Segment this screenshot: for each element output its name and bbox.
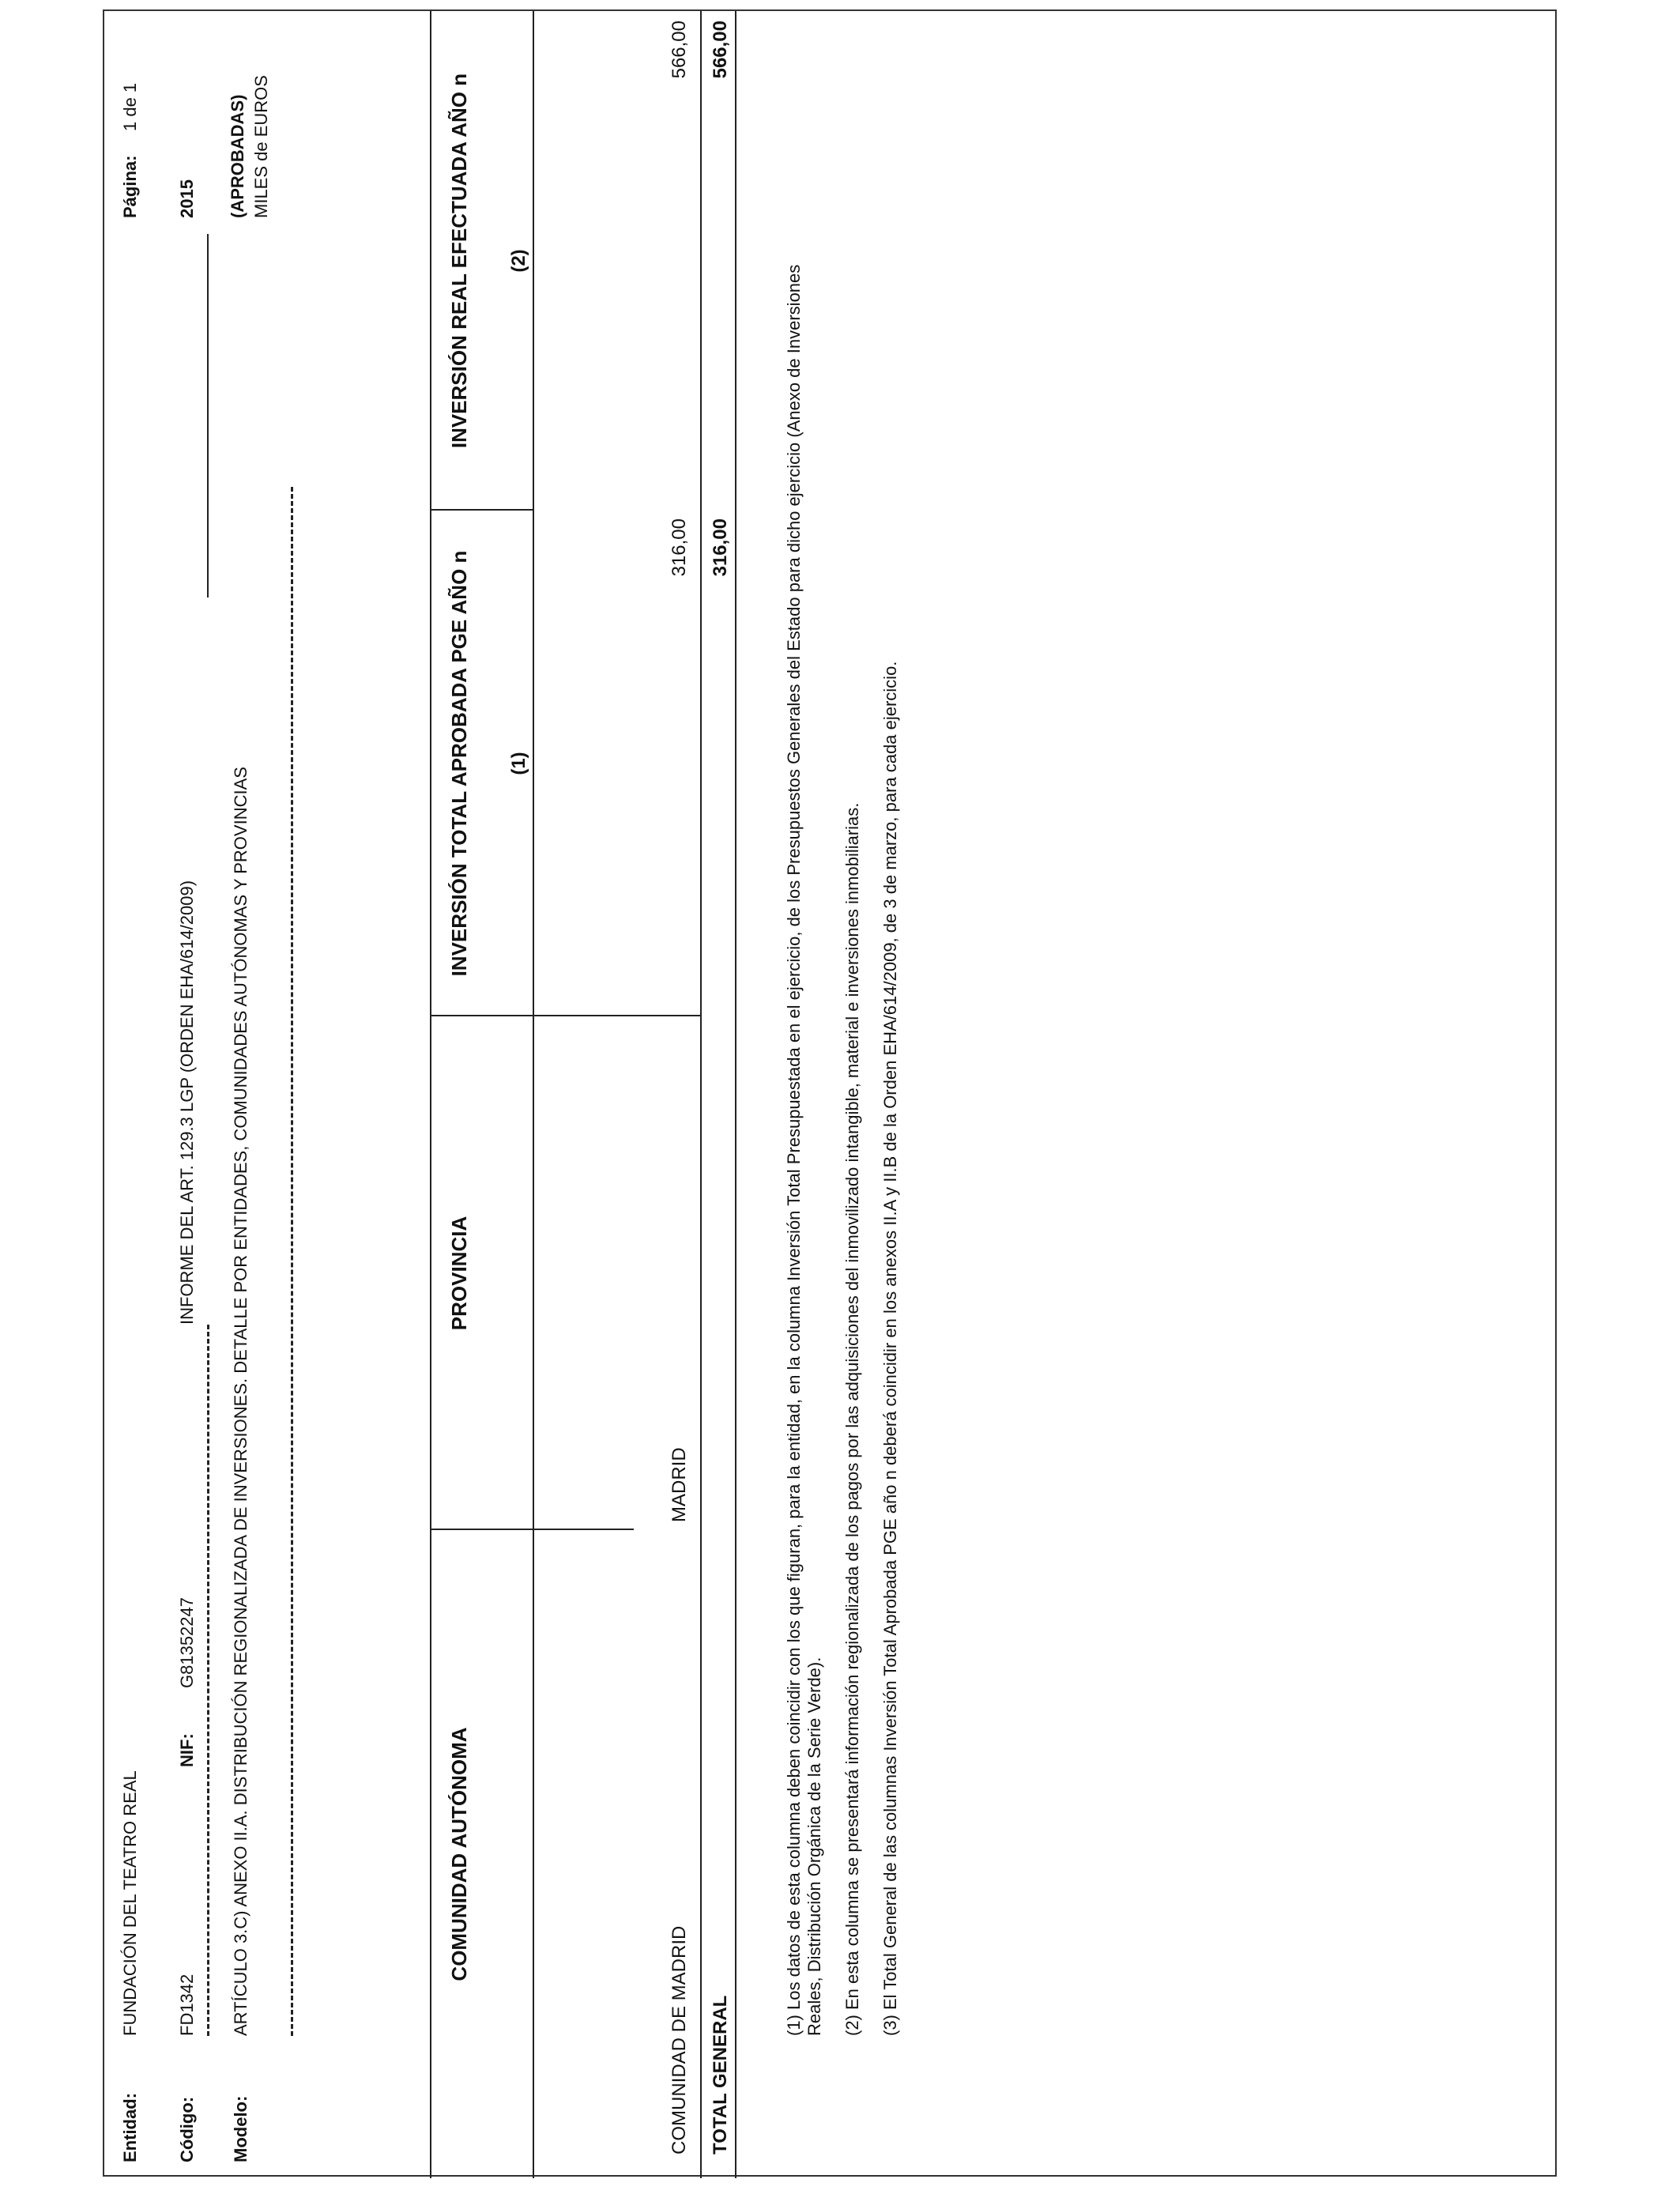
entidad-label: Entidad: <box>120 2093 140 2162</box>
col-header-comunidad: COMUNIDAD AUTÓNOMA <box>447 1727 471 1981</box>
col-header-inversion-total: INVERSIÓN TOTAL APROBADA PGE AÑO n (1) <box>447 550 529 977</box>
aprobadas-label: (APROBADAS) <box>228 94 247 218</box>
total-label: TOTAL GENERAL <box>710 1995 731 2154</box>
inversiones-table <box>430 11 736 2178</box>
dashed-rule-modelo <box>291 487 293 2036</box>
col-header-provincia: PROVINCIA <box>447 1216 471 1331</box>
row-inversion-real: 566,00 <box>669 21 690 79</box>
modelo-value: ARTÍCULO 3.C) ANEXO II.A. DISTRIBUCIÓN REGIONALIZADA DE INVERSIONES. DETALLE POR ENTIDADES, COMUNIDADES AUTÓNOMAS Y PROVINCIAS <box>231 767 250 2036</box>
col-header-inversion-real: INVERSIÓN REAL EFECTUADA AÑO n (2) <box>447 73 529 449</box>
page-frame <box>103 9 1557 2177</box>
total-inversion-total: 316,00 <box>710 518 731 577</box>
footnote-1: (1) Los datos de esta columna deben coincidir con los que figuran, para la entidad, en la columna Inversión Total Presupuestada en el ejercicio, de los Presupuestos Generales del Estado para dicho ejercicio (Anexo de Inversiones Reales, Distribución Orgánica de la Serie Verde). <box>784 264 824 2036</box>
footnote-2: (2) En esta columna se presentará información regionalizada de los pagos por las adquisiciones del inmovilizado intangible, material e inversiones inmobiliarias. <box>842 802 862 2036</box>
col-divider-2 <box>431 1015 700 1016</box>
codigo-value: FD1342 <box>177 1973 197 2036</box>
codigo-label: Código: <box>177 2096 197 2162</box>
nif-value: G81352247 <box>177 1597 197 1688</box>
row-comunidad: COMUNIDAD DE MADRID <box>669 1925 690 2154</box>
col-divider-3 <box>431 509 533 511</box>
pagina-label: Página: <box>120 155 140 218</box>
footnotes <box>784 218 918 2036</box>
solid-rule-header <box>207 234 209 598</box>
header-rule <box>533 11 534 2178</box>
total-rule <box>700 11 702 2178</box>
year-value: 2015 <box>177 179 197 218</box>
row-inversion-total: 316,00 <box>669 518 690 577</box>
entidad-value: FUNDACIÓN DEL TEATRO REAL <box>120 1770 140 2036</box>
footnote-3: (3) El Total General de las columnas Inversión Total Aprobada PGE año n deberá coincidir en los anexos II.A y II.B de la Orden EHA/614/2009, de 3 de marzo, para cada ejercicio. <box>880 661 900 2036</box>
unidades-label: MILES de EUROS <box>251 75 271 218</box>
row-provincia: MADRID <box>669 1447 690 1522</box>
rotated-sheet <box>104 11 1558 2178</box>
dashed-rule-codigo <box>207 1325 209 2036</box>
informe-title: INFORME DEL ART. 129.3 LGP (ORDEN EHA/614/2009) <box>177 880 197 1325</box>
modelo-label: Modelo: <box>231 2095 250 2162</box>
nif-label: NIF: <box>177 1733 197 1767</box>
total-inversion-real: 566,00 <box>710 21 731 79</box>
pagina-value: 1 de 1 <box>120 82 140 131</box>
